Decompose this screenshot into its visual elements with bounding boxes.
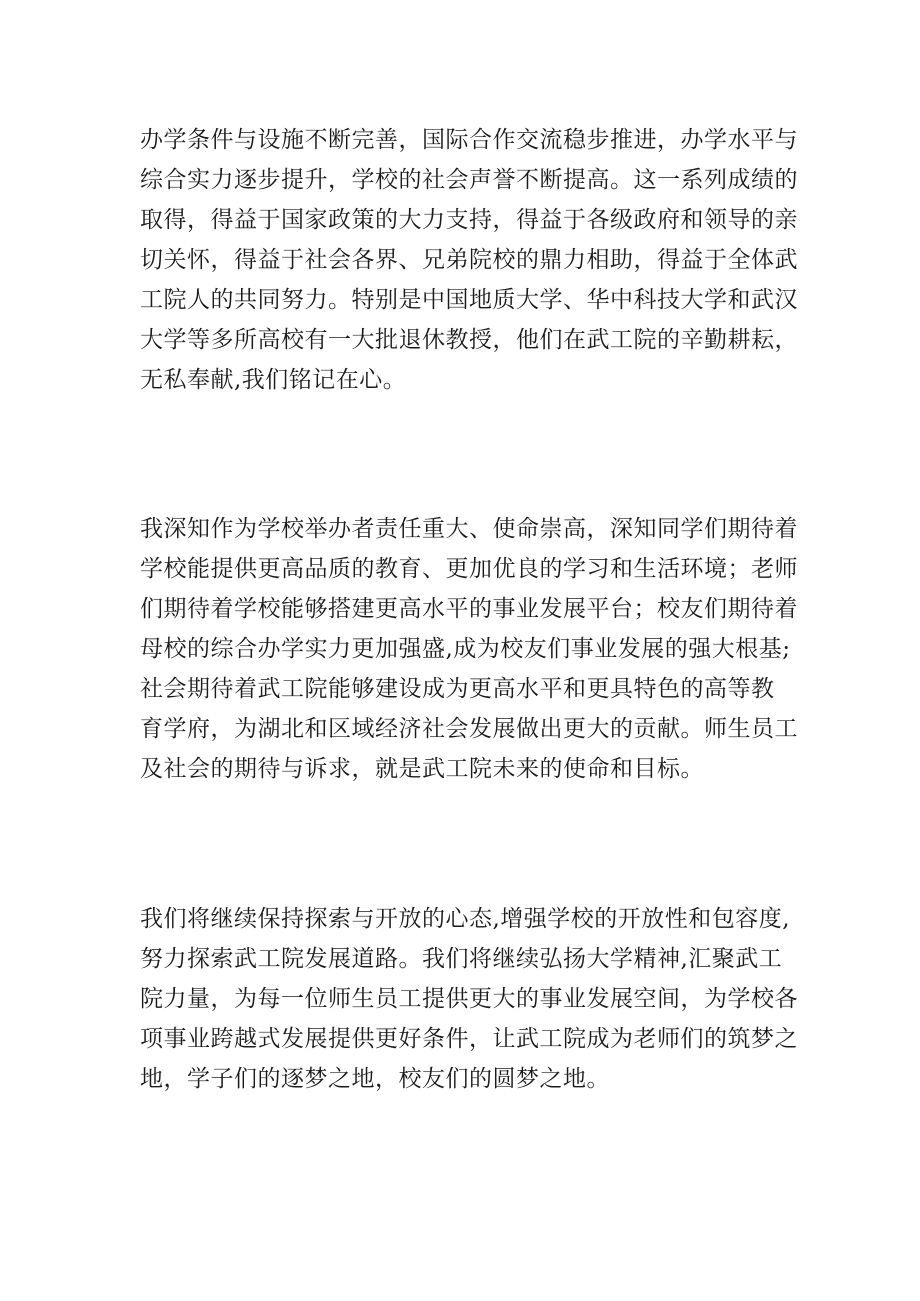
- text-line: 努力探索武工院发展道路。我们将继续弘扬大学精神,汇聚武工: [140, 946, 783, 972]
- text-line: 及社会的期待与诉求，就是武工院未来的使命和目标。: [140, 756, 704, 782]
- text-line: 母校的综合办学实力更加强盛,成为校友们事业发展的强大根基;: [140, 636, 791, 662]
- text-line: 我们将继续保持探索与开放的心态,增强学校的开放性和包容度,: [140, 906, 791, 932]
- text-line: 办学条件与设施不断完善，国际合作交流稳步推进，办学水平与: [140, 127, 798, 153]
- text-line: 我深知作为学校举办者责任重大、使命崇高，深知同学们期待着: [140, 516, 798, 542]
- text-line: 院力量，为每一位师生员工提供更大的事业发展空间，为学校各: [140, 986, 798, 1012]
- paragraph-2: [140, 509, 800, 789]
- text-line: 地，学子们的逐梦之地，校友们的圆梦之地。: [140, 1066, 610, 1092]
- text-line: 社会期待着武工院能够建设成为更高水平和更具特色的高等教: [140, 676, 775, 702]
- text-line: 大学等多所高校有一大批退休教授，他们在武工院的辛勤耕耘，: [140, 327, 798, 353]
- text-line: 工院人的共同努力。特别是中国地质大学、华中科技大学和武汉: [140, 287, 798, 313]
- text-line: 育学府，为湖北和区域经济社会发展做出更大的贡献。师生员工: [140, 716, 798, 742]
- text-line: 综合实力逐步提升，学校的社会声誉不断提高。这一系列成绩的: [140, 167, 798, 193]
- text-line: 切关怀，得益于社会各界、兄弟院校的鼎力相助，得益于全体武: [140, 247, 798, 273]
- text-line: 取得，得益于国家政策的大力支持，得益于各级政府和领导的亲: [140, 207, 798, 233]
- paragraph-3: [140, 899, 800, 1099]
- text-line: 学校能提供更高品质的教育、更加优良的学习和生活环境；老师: [140, 556, 798, 582]
- text-line: 项事业跨越式发展提供更好条件，让武工院成为老师们的筑梦之: [140, 1026, 798, 1052]
- text-line: 无私奉献,我们铭记在心。: [140, 367, 407, 393]
- paragraph-1: [140, 120, 800, 400]
- text-line: 们期待着学校能够搭建更高水平的事业发展平台；校友们期待着: [140, 596, 798, 622]
